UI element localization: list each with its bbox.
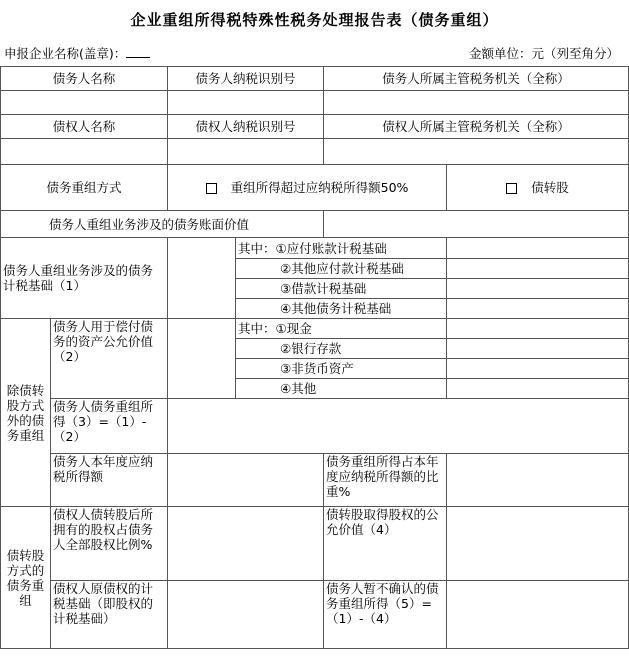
equity-share-row [1,507,629,581]
tax-basis-item: ②其他应付款计税基础 [236,259,447,279]
restructure-method-row [1,165,629,211]
debtor-input-row [1,91,629,115]
book-value-row [1,211,629,238]
applicant-name-line [4,44,150,62]
applicant-name-field[interactable] [126,46,150,58]
tax-basis-item: ④其他债务计税基础 [236,299,447,319]
report-table [0,66,629,649]
restructure-income-row [1,399,629,454]
other-restructure-label: 除债转股方式外的债务重组 [1,319,51,507]
creditor-taxid-cell[interactable] [168,139,324,165]
debtor-authority-cell[interactable] [324,91,629,115]
income-ratio-value[interactable] [447,454,629,507]
creditor-name-header: 债权人名称 [1,115,168,139]
tax-basis-item-value[interactable] [447,299,629,319]
equity-share-ratio-label: 债权人债转股后所拥有的股权占债务人全部股权比例% [51,507,168,581]
income-ratio-label: 债务重组所得占本年度应纳税所得额的比重% [324,454,447,507]
unrecognized-income-label: 债务人暂不确认的债务重组所得（5）=（1）-（4） [324,581,447,649]
debtor-taxid-header: 债务人纳税识别号 [168,67,324,91]
equity-restructure-label: 债转股方式的债务重组 [1,507,51,649]
restructure-income-label: 债务人债务重组所得（3）=（1）-（2） [51,399,168,454]
applicant-label: 申报企业名称(盖章)： [4,46,127,61]
creditor-header-row [1,115,629,139]
checkbox-icon[interactable] [506,183,517,194]
creditor-basis-row [1,581,629,649]
book-value-cell[interactable] [324,211,629,238]
tax-basis-item-value[interactable] [447,259,629,279]
assets-item-value[interactable] [447,359,629,379]
checkbox-icon[interactable] [206,183,217,194]
currency-unit: 金额单位：元（列至角分） [468,46,619,61]
creditor-taxid-header: 债权人纳税识别号 [168,115,324,139]
assets-item: ④其他 [236,379,447,399]
debtor-header-row [1,67,629,91]
equity-share-ratio-value[interactable] [168,507,324,581]
taxable-income-label: 债务人本年度应纳税所得额 [51,454,168,507]
taxable-income-value[interactable] [168,454,324,507]
tax-basis-value-cell[interactable] [168,238,236,319]
taxable-income-row [1,454,629,507]
assets-row [1,319,629,339]
option-income-over-50-label: 重组所得超过应纳税所得额50% [230,180,409,195]
assets-item: ②银行存款 [236,339,447,359]
debtor-taxid-cell[interactable] [168,91,324,115]
debtor-authority-header: 债务人所属主管税务机关（全称） [324,67,629,91]
option-debt-to-equity[interactable] [447,165,629,211]
tax-basis-label: 债务人重组业务涉及的债务计税基础（1） [1,238,168,319]
assets-value-cell[interactable] [168,319,236,399]
assets-item-value[interactable] [447,379,629,399]
tax-basis-item-value[interactable] [447,279,629,299]
tax-basis-item: ③借款计税基础 [236,279,447,299]
creditor-authority-header: 债权人所属主管税务机关（全称） [324,115,629,139]
creditor-basis-value[interactable] [168,581,324,649]
unrecognized-income-value[interactable] [447,581,629,649]
assets-item: 其中：①现金 [236,319,447,339]
creditor-basis-label: 债权人原债权的计税基础（即股权的计税基础） [51,581,168,649]
restructure-method-label: 债务重组方式 [1,165,168,211]
assets-item-value[interactable] [447,319,629,339]
page-title: 企业重组所得税特殊性税务处理报告表（债务重组） [130,11,499,29]
equity-fair-value-value[interactable] [447,507,629,581]
assets-label: 债务人用于偿付债务的资产公允价值（2） [51,319,168,399]
option-income-over-50[interactable] [168,165,447,211]
book-value-label: 债务人重组业务涉及的债务账面价值 [1,211,324,238]
creditor-input-row [1,139,629,165]
equity-fair-value-label: 债转股取得股权的公允价值（4） [324,507,447,581]
tax-basis-row [1,238,629,259]
tax-basis-item-value[interactable] [447,238,629,259]
debtor-name-cell[interactable] [1,91,168,115]
creditor-authority-cell[interactable] [324,139,629,165]
option-debt-to-equity-label: 债转股 [531,180,569,195]
restructure-income-value[interactable] [168,399,629,454]
tax-basis-item: 其中：①应付账款计税基础 [236,238,447,259]
assets-item: ③非货币资产 [236,359,447,379]
creditor-name-cell[interactable] [1,139,168,165]
assets-item-value[interactable] [447,339,629,359]
debtor-name-header: 债务人名称 [1,67,168,91]
